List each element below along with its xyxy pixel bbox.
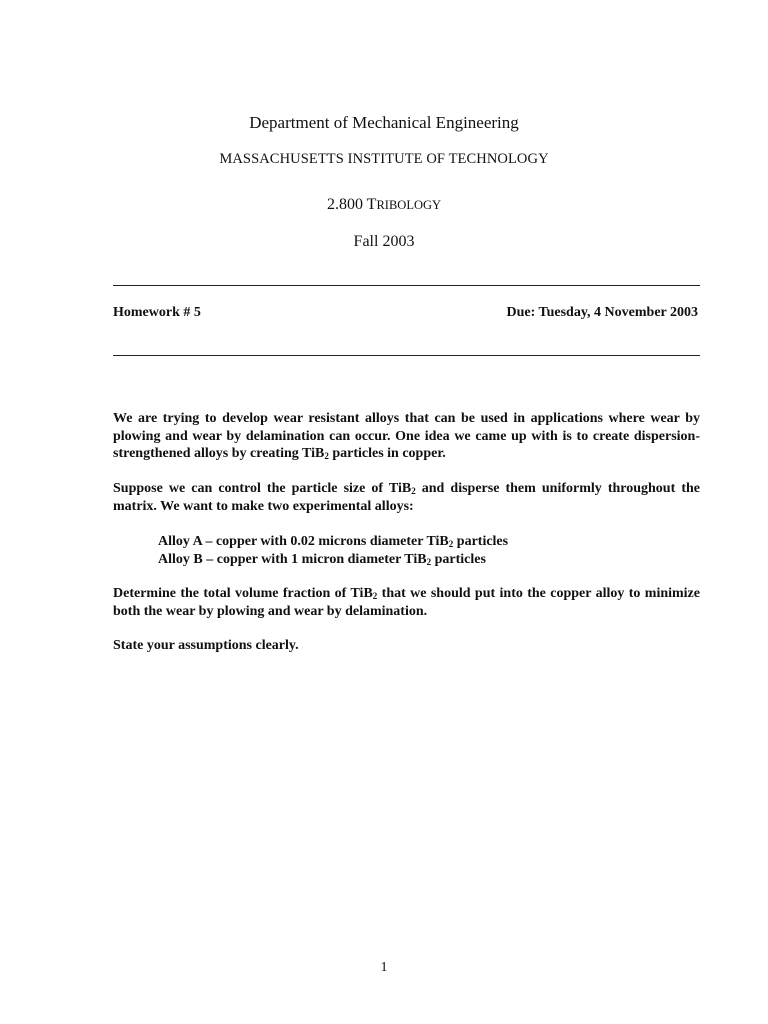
alloy-a-text: Alloy A – copper with 0.02 microns diameter TiB [158, 534, 449, 549]
course-title-initial: T [366, 196, 377, 213]
paragraph-task-text-end: that we should put into the copper alloy to minimize both the wear by plowing and wear by delamination. [113, 586, 700, 619]
subscript-2: 2 [426, 556, 432, 567]
paragraph-intro-text-end: particles in copper. [328, 446, 446, 461]
page-number: 1 [380, 960, 388, 975]
institute-heading: MASSACHUSETTS INSTITUTE OF TECHNOLOGY [219, 151, 549, 167]
subscript-2: 2 [448, 539, 454, 549]
divider-bottom [113, 355, 700, 356]
subscript-2: 2 [411, 486, 416, 496]
course-number: 2.800 [326, 196, 363, 213]
assignment-row [113, 305, 698, 321]
subscript-2: 2 [324, 451, 329, 461]
paragraph-intro [113, 410, 700, 463]
course-title-rest: RIBOLOGY [376, 198, 442, 212]
paragraph-intro-text: We are trying to develop wear resistant alloys that can be used in applications where wear by plowing and wear by delamination can occur. One idea we came up with is to create dispersion-strengthened alloys by creating TiB [113, 411, 700, 461]
paragraph-setup-text: Suppose we can control the particle size of TiB [113, 481, 412, 496]
alloy-b-text: Alloy B – copper with 1 micron diameter TiB [158, 551, 427, 567]
divider-top [113, 285, 700, 286]
paragraph-task [113, 585, 700, 620]
alloy-a-text-end: particles [453, 534, 509, 549]
paragraph-assumptions: State your assumptions clearly. [113, 638, 299, 653]
term-heading: Fall 2003 [353, 233, 415, 250]
due-date-label: Due: Tuesday, 4 November 2003 [506, 305, 698, 320]
paragraph-task-text: Determine the total volume fraction of TiB [113, 586, 373, 601]
alloy-a-item [158, 533, 508, 551]
department-heading: Department of Mechanical Engineering [249, 113, 519, 132]
alloy-b-item [158, 551, 508, 569]
subscript-2: 2 [372, 591, 378, 601]
homework-label: Homework # 5 [113, 305, 201, 320]
alloy-list [158, 533, 508, 568]
paragraph-setup [113, 480, 700, 515]
course-title [0, 196, 768, 214]
alloy-b-text-end: particles [431, 551, 486, 567]
paragraph-setup-text-end: and disperse them uniformly throughout the matrix. We want to make two experimental alloys: [113, 481, 700, 514]
